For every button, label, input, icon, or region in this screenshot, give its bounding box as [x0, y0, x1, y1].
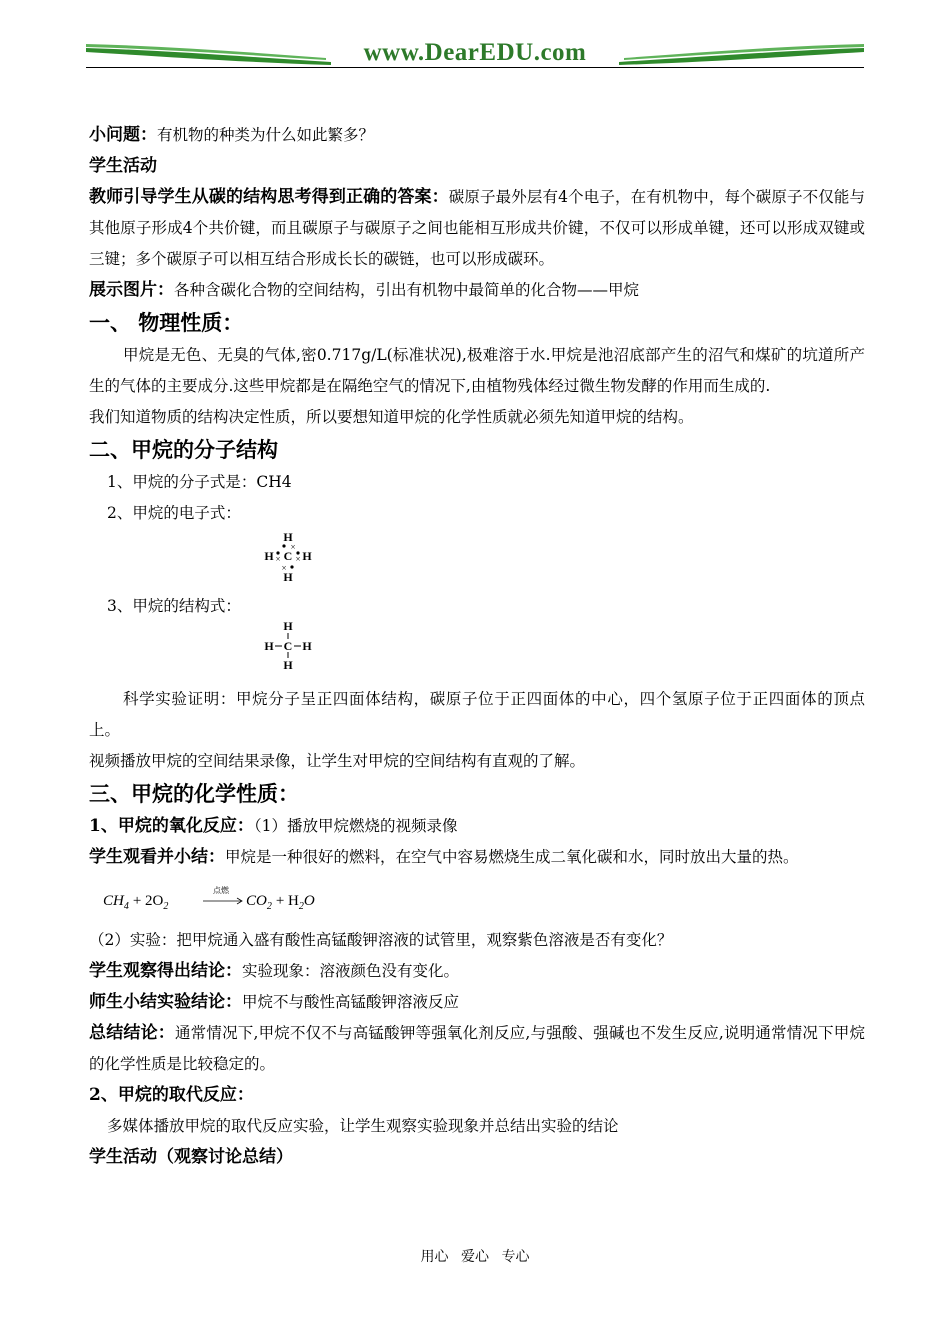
- section-chemical-properties: 三、甲烷的化学性质：: [89, 781, 299, 806]
- summary-label: 师生小结实验结论：: [89, 992, 242, 1012]
- header-divider: [86, 67, 864, 68]
- teacher-guide-text: 碳原子最外层有4个电子，在有机物中，每个碳原子不仅能与其他原子形成4个共价键，而且碳原子与碳原子之间也能相互形成共价键，不仅可以形成单键，还可以形成双键或三键；多个碳原子可以相互结合形成长长的碳链，也可以形成碳环。: [89, 188, 866, 268]
- struct-h-right: H: [302, 639, 312, 653]
- eq-plus2: + H: [275, 893, 299, 909]
- experiment-2-text: （2）实验：把甲烷通入盛有酸性高锰酸钾溶液的试管里，观察紫色溶液是否有变化？: [89, 931, 673, 949]
- svg-text:×: ×: [281, 563, 287, 573]
- teacher-guide-label: 教师引导学生从碳的结构思考得到正确的答案：: [89, 187, 449, 207]
- eq-ch: CH: [103, 893, 124, 909]
- structural-formula-label: 3、甲烷的结构式：: [107, 597, 241, 615]
- substitution-text: 多媒体播放甲烷的取代反应实验，让学生观察实验现象并总结出实验的结论: [107, 1117, 619, 1135]
- question-label: 小问题：: [89, 125, 157, 145]
- combustion-equation: [89, 881, 865, 921]
- substitution-heading: 2、甲烷的取代反应：: [89, 1085, 254, 1105]
- oxidation-label: 1、甲烷的氧化反应：: [89, 816, 254, 836]
- struct-h-bottom: H: [283, 658, 293, 672]
- conclusion-text: 通常情况下,甲烷不仅不与高锰酸钾等强氧化剂反应,与强酸、强碱也不发生反应,说明通常情况下甲烷的化学性质是比较稳定的。: [89, 1024, 866, 1073]
- eq-co-sub: 2: [266, 901, 272, 912]
- struct-h-top: H: [283, 619, 293, 633]
- question-text: 有机物的种类为什么如此繁多？: [157, 126, 375, 144]
- site-logo-text[interactable]: www.DearEDU.com: [363, 39, 587, 66]
- summary-text: 甲烷不与酸性高锰酸钾溶液反应: [242, 993, 460, 1011]
- electron-formula-diagram: [89, 529, 865, 591]
- struct-c-center: C: [283, 639, 293, 653]
- electron-formula-label: 2、甲烷的电子式：: [107, 504, 241, 522]
- eq-co: CO: [246, 893, 267, 909]
- student-activity-2-heading: 学生活动（观察讨论总结）: [89, 1147, 293, 1167]
- eq-h-sub: 2: [298, 901, 304, 912]
- observation-text: 实验现象：溶液颜色没有变化。: [242, 962, 460, 980]
- electron-h-right: H: [302, 549, 312, 563]
- scientific-proof-text: 科学实验证明：甲烷分子呈正四面体结构，碳原子位于正四面体的中心，四个氢原子位于正四面体的顶点上。: [89, 690, 865, 739]
- svg-text:×: ×: [275, 554, 281, 564]
- eq-o: O: [303, 893, 315, 909]
- eq-plus1: + 2O: [132, 893, 164, 909]
- section-physical-properties: 一、 物理性质：: [89, 310, 244, 335]
- oxidation-text: （1）播放甲烷燃烧的视频录像: [253, 817, 458, 835]
- svg-text:×: ×: [295, 554, 301, 564]
- electron-c-center: C: [283, 549, 293, 563]
- watch-summary-text: 甲烷是一种很好的燃料，在空气中容易燃烧生成二氧化碳和水，同时放出大量的热。: [225, 848, 799, 866]
- eq-o-sub: 2: [163, 901, 169, 912]
- video-structure-text: 视频播放甲烷的空间结果录像，让学生对甲烷的空间结构有直观的了解。: [89, 752, 586, 770]
- show-picture-label: 展示图片：: [89, 280, 174, 300]
- show-picture-text: 各种含碳化合物的空间结构，引出有机物中最简单的化合物——甲烷: [174, 281, 640, 299]
- conclusion-label: 总结结论：: [89, 1023, 175, 1043]
- page-footer: 用心 爱心 专心: [420, 1249, 530, 1265]
- svg-text:CO2+ H2O: [246, 893, 315, 912]
- section-molecular-structure: 二、甲烷的分子结构: [89, 437, 278, 462]
- structure-determines-property-text: 我们知道物质的结构决定性质，所以要想知道甲烷的化学性质就必须先知道甲烷的结构。: [89, 408, 694, 426]
- structural-formula-diagram: [89, 619, 865, 684]
- electron-h-bottom: H: [283, 570, 293, 584]
- electron-h-top: H: [283, 530, 293, 544]
- watch-summary-label: 学生观看并小结：: [89, 847, 225, 867]
- eq-condition: 点燃: [213, 886, 229, 895]
- student-activity-heading: 学生活动: [89, 156, 157, 176]
- svg-text:CH4+ 2O2: [103, 893, 168, 912]
- svg-text:×: ×: [290, 542, 296, 552]
- electron-h-left: H: [264, 549, 274, 563]
- eq-ch-sub: 4: [123, 901, 129, 912]
- observation-label: 学生观察得出结论：: [89, 961, 242, 981]
- document-body: [89, 120, 865, 1173]
- physical-properties-text: 甲烷是无色、无臭的气体,密0.717g/L(标准状况),极难溶于水.甲烷是池沼底部产生的沼气和煤矿的坑道所产生的气体的主要成分.这些甲烷都是在隔绝空气的情况下,由植物残体经过微生物发酵的作用而生成的.: [89, 346, 865, 395]
- struct-h-left: H: [264, 639, 274, 653]
- molecular-formula-line: 1、甲烷的分子式是：CH4: [107, 473, 292, 491]
